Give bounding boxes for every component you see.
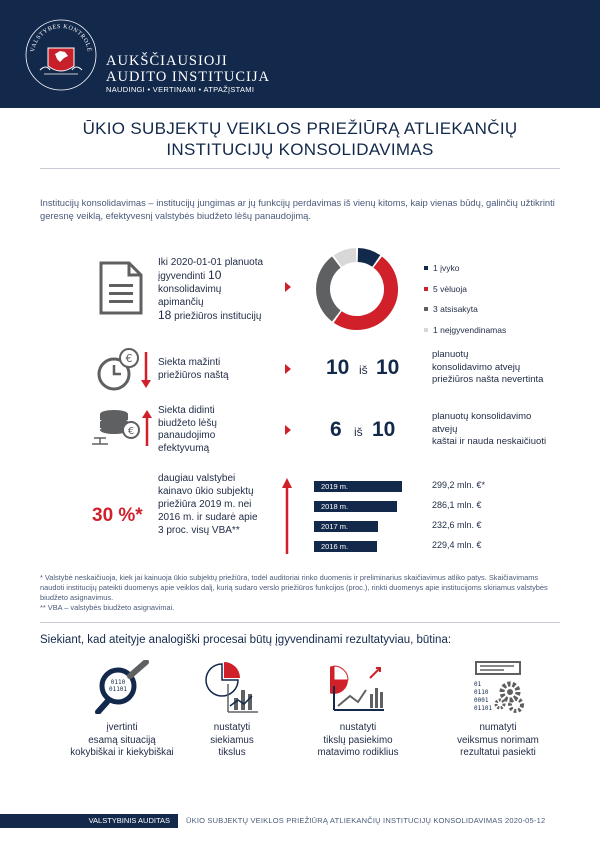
burden-count: 10 [326, 356, 350, 379]
legend-swatch [424, 328, 428, 332]
legend-label: 3 atsisakyta [433, 304, 478, 314]
burden-desc-line3: priežiūros našta nevertinta [432, 374, 544, 385]
gears-binary-row2: 0110 [474, 689, 489, 696]
cost-value-2019: 299,2 mln. €* [432, 480, 486, 490]
donut-slice-4 [338, 255, 356, 261]
plan-line2 [158, 269, 288, 283]
org-name-line2: AUDITO INSTITUCIJA [106, 69, 270, 85]
growth-chart-icon [330, 660, 386, 714]
footnotes [40, 573, 562, 614]
goal-label-targets [172, 722, 292, 760]
burden-label [158, 357, 278, 382]
goal-1-line1: įvertinti [106, 722, 138, 733]
footnote-2: ** VBA – valstybės biudžeto asignavimai. [40, 603, 175, 613]
legend-label: 5 vėluoja [433, 283, 468, 294]
consolidation-donut-chart [314, 246, 400, 332]
arrow-up-icon [282, 478, 292, 554]
legend-label: 1 įvyko [433, 263, 460, 273]
burden-label-line1: Siekta mažinti [158, 357, 221, 368]
goal-label-actions [438, 722, 558, 760]
efficiency-of-word: iš [354, 425, 363, 439]
plan-line3: konsolidavimų [158, 284, 222, 295]
costs-desc-line4: 2016 m. ir sudarė apie [158, 512, 258, 523]
gears-binary-row1: 01 [474, 681, 482, 688]
legend-label: 1 neįgyvendinamas [433, 324, 507, 335]
cost-bar-2018: 2018 m. [314, 501, 397, 512]
goal-1-line2: esamą situaciją [88, 734, 156, 746]
goal-2-line1: nustatyti [213, 722, 251, 733]
legend-swatch [424, 266, 428, 270]
title-line1: ŪKIO SUBJEKTŲ VEIKLOS PRIEŽIŪRĄ ATLIEKANČIŲ [82, 119, 518, 138]
goals-heading: Siekiant, kad ateityje analogiški procesai būtų įgyvendinami rezultatyviau, būtina: [40, 634, 452, 646]
legend-item [424, 258, 506, 279]
organization-name [106, 53, 270, 85]
efficiency-count: 6 [330, 418, 342, 441]
plan-line1: Iki 2020-01-01 planuota [158, 257, 264, 268]
efficiency-description [432, 411, 582, 449]
goal-label-assess [62, 722, 182, 760]
gears-binary-row4: 01101 [474, 705, 493, 712]
title-divider [40, 168, 560, 169]
donut-slice-2 [338, 262, 391, 323]
process-gears-icon [470, 660, 526, 714]
org-name-line1: AUKŠČIAUSIOJI [106, 53, 228, 69]
arrow-right-icon [285, 282, 291, 292]
goal-1-line3: kokybiškai ir kiekybiškai [70, 747, 174, 758]
clock-euro-down-icon [96, 348, 154, 392]
legend-swatch [424, 307, 428, 311]
footnote-1: * Valstybė neskaičiuoja, kiek jai kainuoja ūkio subjektų priežiūra, todėl auditoriai rinko duomenis ir preliminarius skaičiavimus atliko patys. Skaičiavimams naudoti institucijų pateikti duomenys apie veiklos dalį, kurią sudaro verslo priežiūros funkcijos (proc.), rinkti duomenys apie institucijoms skiriamus valstybės biudžeto asignavimus. [40, 573, 548, 602]
plan-line5-text: priežiūros institucijų [171, 311, 262, 322]
footer-document-title: ŪKIO SUBJEKTŲ VEIKLOS PRIEŽIŪRĄ ATLIEKANČIŲ INSTITUCIJŲ KONSOLIDAVIMAS 2020-05-12 [186, 816, 546, 825]
cost-bar-2019: 2019 m. [314, 481, 402, 492]
plan-line5 [158, 309, 288, 323]
efficiency-label-line2: biudžeto lėšų [158, 417, 217, 429]
legend-swatch [424, 287, 428, 291]
goal-4-line1: numatyti [479, 722, 517, 733]
coins-scale-up-icon [92, 406, 154, 448]
costs-desc-line2: kainavo ūkio subjektų [158, 486, 254, 497]
legend-item [424, 279, 506, 300]
goal-3-line3: matavimo rodiklius [317, 747, 399, 758]
magnifier-binary-icon [94, 660, 150, 714]
seal-text: VALSTYBĖS KONTROLĖ [30, 23, 92, 53]
goal-4-line2: veiksmus norimam [457, 734, 539, 746]
notes-divider [40, 622, 560, 623]
title-line2: INSTITUCIJŲ KONSOLIDAVIMAS [166, 140, 434, 159]
goal-2-line3: tikslus [218, 747, 246, 758]
page-title [60, 118, 540, 160]
cost-bar-2016: 2016 m. [314, 541, 377, 552]
plan-description [158, 256, 288, 323]
page-footer [0, 814, 600, 828]
costs-desc-line1: daugiau valstybei [158, 473, 236, 484]
burden-label-line2: priežiūros naštą [158, 369, 229, 381]
efficiency-label-line3: panaudojimo [158, 430, 216, 441]
efficiency-desc-line3: kaštai ir nauda neskaičiuoti [432, 436, 547, 447]
cost-bar-2017: 2017 m. [314, 521, 378, 532]
efficiency-label-line4: efektyvumą [158, 442, 210, 454]
document-icon [98, 260, 144, 316]
cost-value-2016: 229,4 mln. € [432, 540, 482, 550]
burden-desc-line2: konsolidavimo atvejų [432, 361, 521, 373]
pie-chart-bars-icon [204, 660, 260, 714]
footer-label: VALSTYBINIS AUDITAS [0, 814, 178, 828]
efficiency-label [158, 405, 278, 455]
gears-binary-row3: 0001 [474, 697, 489, 704]
efficiency-total: 10 [372, 418, 396, 441]
plan-line2-text: įgyvendinti [158, 271, 209, 282]
cost-value-2017: 232,6 mln. € [432, 520, 482, 530]
costs-desc-line5: 3 proc. visų VBA** [158, 525, 240, 536]
efficiency-desc-line2: atvejų [432, 423, 458, 435]
organization-motto: NAUDINGI • VERTINAMI • ATPAŽĮSTAMI [106, 85, 255, 94]
costs-description [158, 472, 288, 537]
coat-of-arms-seal-icon [24, 18, 98, 92]
costs-desc-line3: priežiūra 2019 m. nei [158, 499, 252, 510]
legend-item [424, 299, 506, 320]
cost-increase-percent: 30 %* [92, 505, 143, 526]
donut-slice-3 [323, 262, 336, 316]
donut-slice-1 [358, 255, 376, 261]
efficiency-label-line1: Siekta didinti [158, 405, 215, 416]
goal-4-line3: rezultatui pasiekti [460, 747, 536, 758]
magnifier-binary-row2: 01101 [108, 686, 128, 693]
legend-item [424, 320, 506, 341]
svg-text:€: € [127, 426, 135, 437]
plan-institutions-count: 18 [158, 308, 172, 322]
goal-label-indicators [298, 722, 418, 760]
goal-3-line2: tikslų pasiekimo [323, 734, 393, 746]
donut-legend [424, 258, 506, 340]
burden-total: 10 [376, 356, 400, 379]
goal-2-line2: siekiamus [210, 734, 254, 746]
efficiency-desc-line1: planuotų konsolidavimo [432, 411, 532, 422]
cost-value-2018: 286,1 mln. € [432, 500, 482, 510]
arrow-right-icon [285, 364, 291, 374]
burden-of-word: iš [359, 363, 368, 377]
header-banner [0, 0, 600, 108]
burden-desc-line1: planuotų [432, 349, 469, 360]
burden-description [432, 349, 582, 387]
arrow-right-icon [285, 425, 291, 435]
plan-count: 10 [208, 268, 222, 282]
magnifier-binary-row1: 0110 [110, 679, 126, 686]
plan-line4: apimančių [158, 297, 204, 308]
intro-paragraph: Institucijų konsolidavimas – institucijų jungimas ar jų funkcijų perdavimas iš vienų kitoms, kaip vienas būdų, galinčių užtikrinti geresnę veiklą, efektyvesnį valstybės biudžeto lėšų panaudojimą. [40, 197, 555, 221]
goal-3-line1: nustatyti [339, 722, 377, 733]
svg-text:€: € [125, 352, 133, 365]
